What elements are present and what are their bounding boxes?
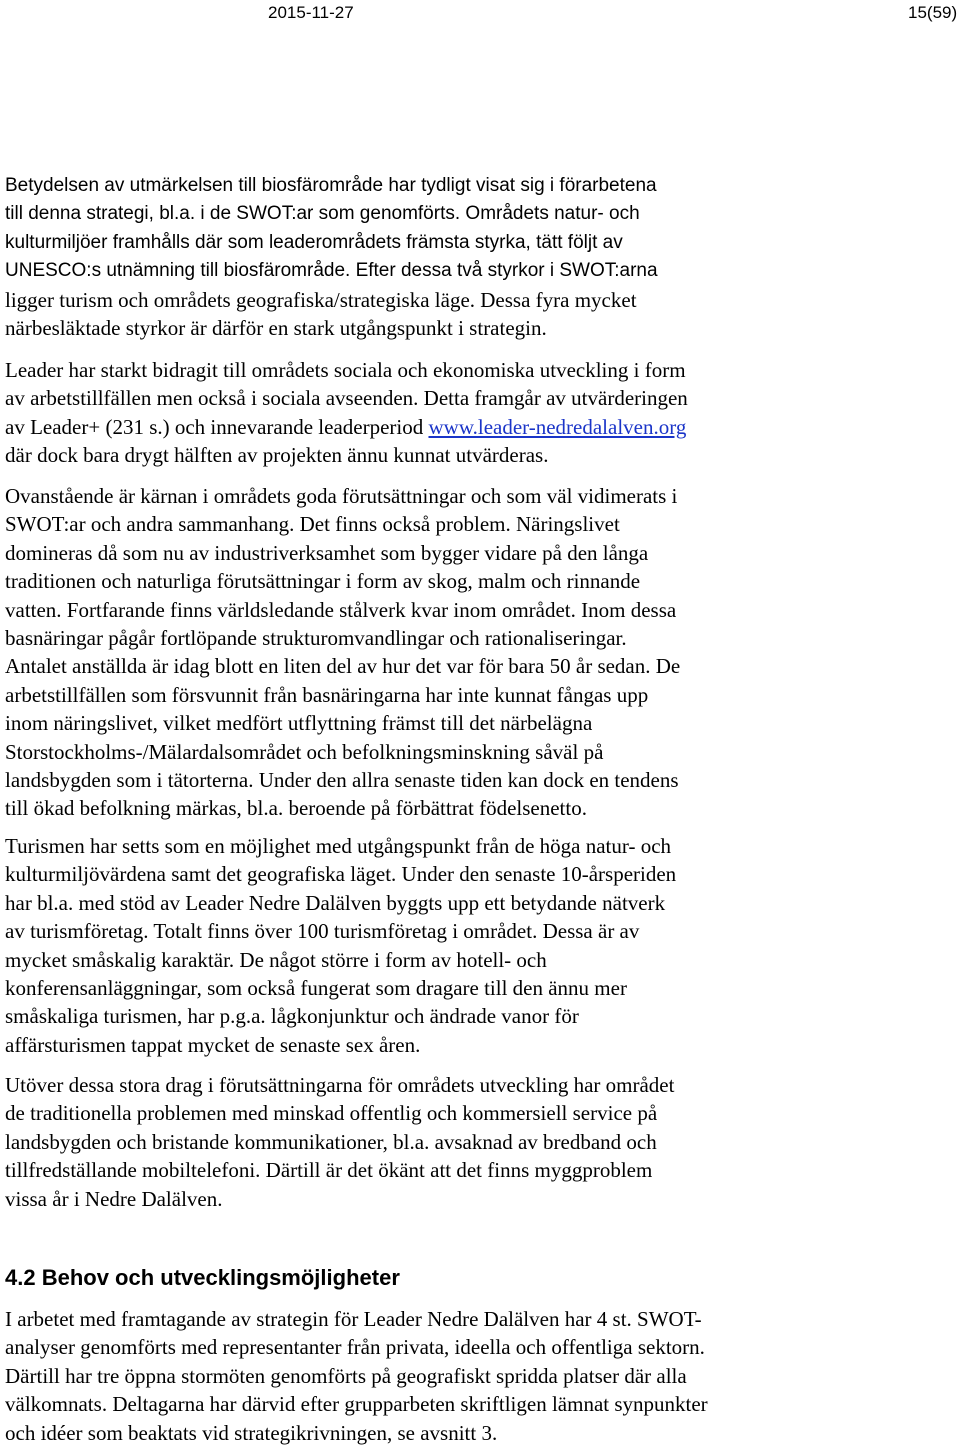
text-line: basnäringar pågår fortlöpande strukturomvandlingar och rationaliseringar. — [5, 626, 627, 651]
text-line: ligger turism och områdets geografiska/strategiska läge. Dessa fyra mycket — [5, 287, 637, 312]
text-line: I arbetet med framtagande av strategin för Leader Nedre Dalälven har 4 st. SWOT- — [5, 1307, 702, 1331]
page-header — [0, 0, 960, 30]
text-line: analyser genomförts med representanter från privata, ideella och offentliga sektorn. — [5, 1335, 705, 1360]
leader-website-link[interactable]: www.leader-nedredalalven.org — [428, 414, 687, 439]
text-line: till denna strategi, bl.a. i de SWOT:ar som genomförts. Områdets natur- och — [5, 203, 640, 225]
text-line: kulturmiljöer framhålls där som leaderområdets främsta styrka, tätt följt av — [5, 231, 623, 253]
text-line: Därtill har tre öppna stormöten genomförts på geografiskt spridda platser där alla — [5, 1363, 687, 1388]
paragraph-tourism — [5, 832, 955, 1059]
paragraph-swot-process — [5, 1305, 955, 1447]
text-line: Betydelsen av utmärkelsen till biosfärområde har tydligt visat sig i förarbetena — [5, 175, 657, 196]
text-line: UNESCO:s utnämning till biosfärområde. Efter dessa två styrkor i SWOT:arna — [5, 260, 658, 282]
paragraph-traditional-problems — [5, 1071, 955, 1213]
section-heading: 4.2 Behov och utvecklingsmöjligheter — [5, 1265, 400, 1290]
text-line: kulturmiljövärdena samt det geografiska läget. Under den senaste 10-årsperiden — [5, 862, 677, 887]
text-line: Ovanstående är kärnan i områdets goda förutsättningar och som väl vidimerats i — [5, 484, 678, 508]
text-line: mycket småskalig karaktär. De något större i form av hotell- och — [5, 947, 547, 972]
text-line: har bl.a. med stöd av Leader Nedre Dalälven byggts upp ett betydande nätverk — [5, 890, 666, 915]
text-line: Leader har starkt bidragit till områdets sociala och ekonomiska utveckling i form — [5, 358, 686, 382]
paragraph-leader — [5, 356, 955, 470]
text-line: vissa år i Nedre Dalälven. — [5, 1186, 223, 1211]
text-line: landsbygden och bristande kommunikationer, bl.a. avsaknad av bredband och — [5, 1129, 657, 1154]
text-line: de traditionella problemen med minskad offentlig och kommersiell service på — [5, 1101, 658, 1126]
text-line: där dock bara drygt hälften av projekten ännu kunnat utvärderas. — [5, 443, 549, 468]
text-line: traditionen och naturliga förutsättningar i form av skog, malm och rinnande — [5, 569, 641, 594]
text-line: småskaliga turismen, har p.g.a. lågkonjunktur och ändrade vanor för — [5, 1004, 579, 1029]
text-line: affärsturismen tappat mycket de senaste sex åren. — [5, 1032, 421, 1057]
text-line — [5, 413, 955, 441]
text-line: tillfredställande mobiltelefoni. Därtill är det ökänt att det finns myggproblem — [5, 1158, 653, 1183]
text-line: Turismen har setts som en möjlighet med utgångspunkt från de höga natur- och — [5, 834, 672, 858]
text-line: och idéer som beaktats vid strategikrivningen, se avsnitt 3. — [5, 1420, 498, 1445]
paragraph-biosphere — [5, 172, 955, 342]
header-date: 2015-11-27 — [268, 3, 354, 22]
text-line: inom näringslivet, vilket medfört utflyttning främst till det närbelägna — [5, 711, 593, 736]
text-segment: av Leader+ (231 s.) och innevarande leaderperiod — [5, 414, 429, 439]
text-line: Storstockholms-/Mälardalsområdet och befolkningsminskning såväl på — [5, 739, 604, 764]
text-line: till ökad befolkning märkas, bl.a. beroende på förbättrat födelsenetto. — [5, 796, 587, 821]
text-line: av arbetstillfällen men också i sociala avseenden. Detta framgår av utvärderingen — [5, 386, 688, 411]
paragraph-problems — [5, 482, 955, 823]
text-line: Utöver dessa stora drag i förutsättningarna för områdets utveckling har området — [5, 1073, 675, 1097]
header-page-number: 15(59) — [908, 3, 958, 22]
text-line: landsbygden som i tätorterna. Under den allra senaste tiden kan dock en tendens — [5, 768, 679, 793]
text-line: arbetstillfällen som försvunnit från basnäringarna har inte kunnat fångas upp — [5, 682, 649, 707]
text-line: vatten. Fortfarande finns världsledande stålverk kvar inom området. Inom dessa — [5, 597, 677, 622]
text-line: närbesläktade styrkor är därför en stark utgångspunkt i strategin. — [5, 316, 547, 341]
text-line: SWOT:ar och andra sammanhang. Det finns också problem. Näringslivet — [5, 512, 620, 537]
text-line: av turismföretag. Totalt finns över 100 turismföretag i området. Dessa är av — [5, 919, 640, 944]
text-line: konferensanläggningar, som också fungerat som dragare till den ännu mer — [5, 976, 627, 1001]
text-line: Antalet anställda är idag blott en liten del av hur det var för bara 50 år sedan. De — [5, 654, 681, 679]
text-line: domineras då som nu av industriverksamhet som bygger vidare på den långa — [5, 540, 649, 565]
text-line: välkomnats. Deltagarna har därvid efter grupparbeten skriftligen lämnat synpunkter — [5, 1392, 708, 1417]
